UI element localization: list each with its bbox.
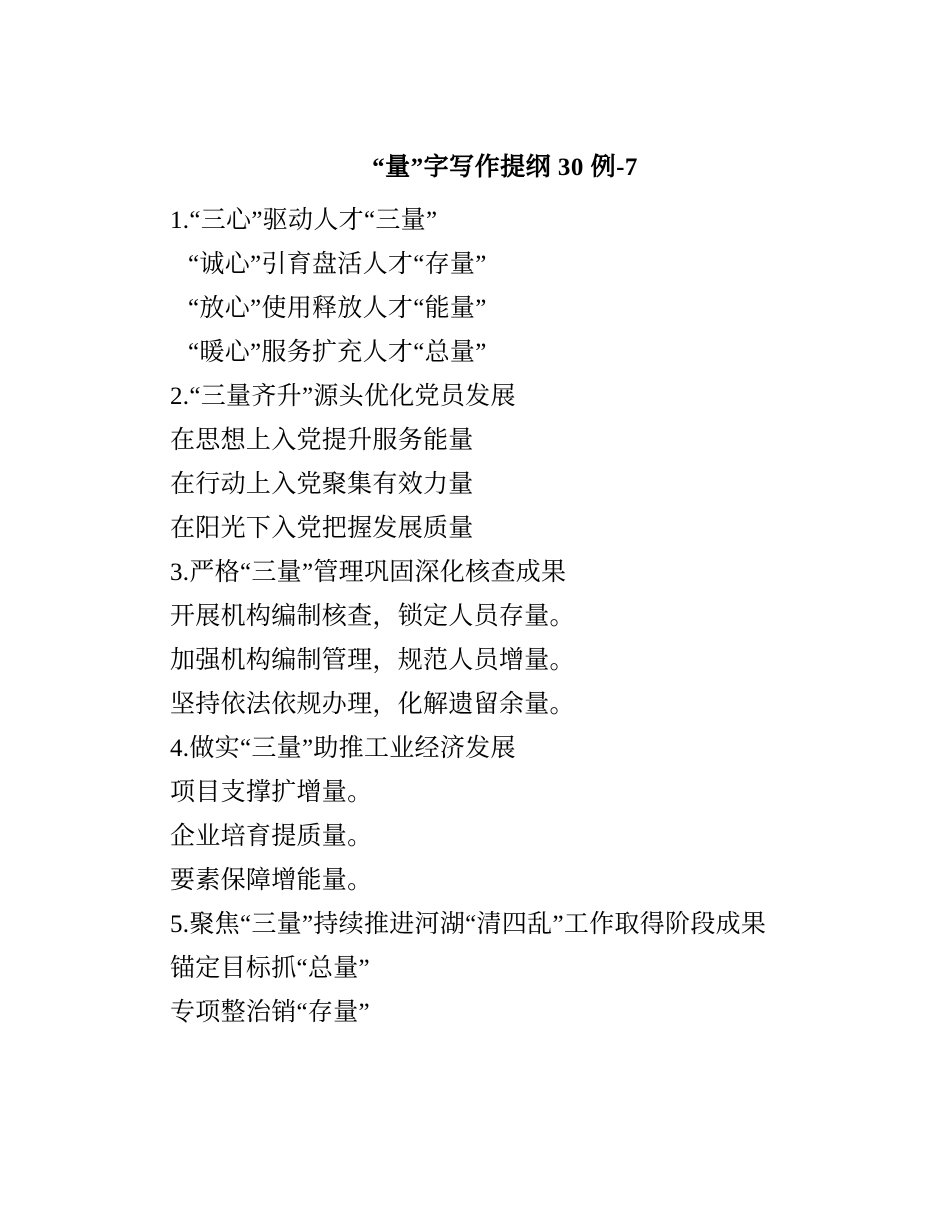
document-line: 5.聚焦“三量”持续推进河湖“清四乱”工作取得阶段成果 (170, 911, 767, 938)
document-line: 锚定目标抓“总量” (170, 955, 370, 982)
document-line: “放心”使用释放人才“能量” (188, 295, 487, 322)
document-line: “暖心”服务扩充人才“总量” (188, 339, 487, 366)
document-line: 4.做实“三量”助推工业经济发展 (170, 735, 516, 762)
document-line: 加强机构编制管理，规范人员增量。 (170, 647, 575, 674)
document-line: 项目支撑扩增量。 (170, 779, 373, 806)
document-line: “诚心”引育盘活人才“存量” (188, 251, 487, 278)
page-title: “量”字写作提纲 30 例-7 (372, 154, 638, 181)
document-line: 在阳光下入党把握发展质量 (170, 515, 474, 542)
document-line: 企业培育提质量。 (170, 823, 373, 850)
document-line: 在行动上入党聚集有效力量 (170, 471, 474, 498)
document-line: 1.“三心”驱动人才“三量” (170, 207, 438, 234)
document-line: 专项整治销“存量” (170, 999, 370, 1026)
document-line: 在思想上入党提升服务能量 (170, 427, 474, 454)
document-line: 要素保障增能量。 (170, 867, 373, 894)
document-line: 3.严格“三量”管理巩固深化核查成果 (170, 559, 567, 586)
document-line: 坚持依法依规办理，化解遗留余量。 (170, 691, 575, 718)
document-line: 开展机构编制核查，锁定人员存量。 (170, 603, 575, 630)
document-line: 2.“三量齐升”源头优化党员发展 (170, 383, 516, 410)
